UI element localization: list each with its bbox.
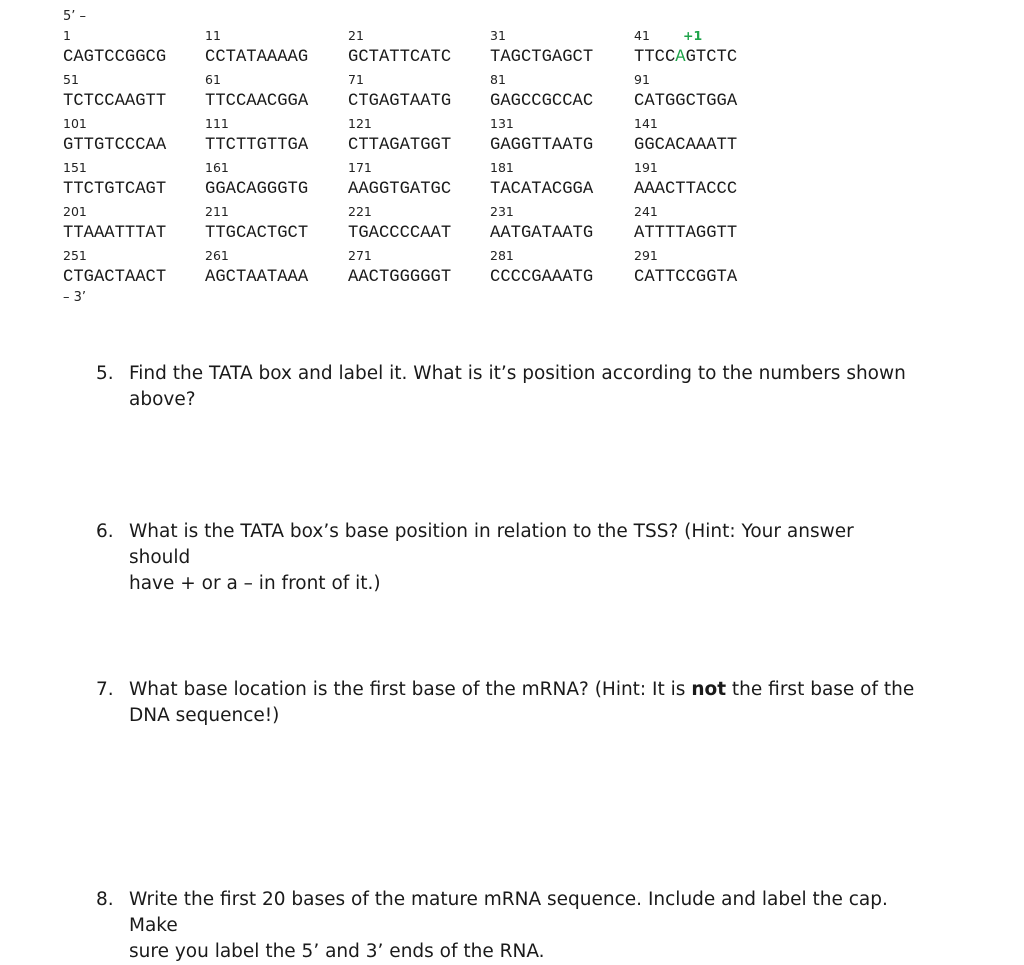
position-number: 101	[63, 116, 87, 131]
question-line-part: What base location is the first base of the mRNA? (Hint: It is	[129, 679, 692, 700]
tss-marker: +1	[683, 28, 703, 43]
position-number: 171	[348, 160, 372, 175]
position-number: 241	[634, 204, 658, 219]
sequence-chunk: AGCTAATAAA	[205, 268, 309, 287]
question-line: What is the TATA box’s base position in relation to the TSS? (Hint: Your answer should	[129, 521, 854, 568]
sequence-chunk: TGACCCCAAT	[348, 224, 452, 243]
question-6	[96, 519, 916, 597]
sequence-chunk: CATTCCGGTA	[634, 268, 738, 287]
position-number: 61	[205, 72, 221, 87]
sequence-chunk: GGACAGGGTG	[205, 180, 309, 199]
question-number: 7.	[96, 679, 114, 700]
sequence-chunk: TTCTTGTTGA	[205, 136, 309, 155]
sequence-chunk: GCTATTCATC	[348, 48, 452, 67]
chunk-after-tss: GTCTC	[685, 48, 738, 67]
question-text	[129, 361, 916, 413]
question-5	[96, 361, 916, 413]
question-line: sure you label the 5’ and 3’ ends of the RNA.	[129, 941, 545, 962]
question-line: have + or a – in front of it.)	[129, 573, 381, 594]
sequence-chunk: TTGCACTGCT	[205, 224, 309, 243]
sequence-chunk: TCTCCAAGTT	[63, 92, 167, 111]
position-number: 11	[205, 28, 221, 43]
position-number: 31	[490, 28, 506, 43]
position-number: 281	[490, 248, 514, 263]
five-prime-label: 5’ –	[63, 9, 87, 24]
sequence-chunk: GTTGTCCCAA	[63, 136, 167, 155]
position-number: 151	[63, 160, 87, 175]
position-number: 71	[348, 72, 364, 87]
sequence-chunk: CAGTCCGGCG	[63, 48, 167, 67]
question-line: Find the TATA box and label it. What is it’s position according to the numbers shown	[129, 363, 906, 384]
question-number: 8.	[96, 889, 114, 910]
sequence-chunk: GAGCCGCCAC	[490, 92, 594, 111]
question-line: Write the first 20 bases of the mature mRNA sequence. Include and label the cap. Make	[129, 889, 888, 936]
sequence-chunk-with-tss	[634, 43, 737, 72]
position-number: 191	[634, 160, 658, 175]
position-number: 21	[348, 28, 364, 43]
position-number: 1	[63, 28, 71, 43]
sequence-chunk: GAGGTTAATG	[490, 136, 594, 155]
sequence-chunk: CTTAGATGGT	[348, 136, 452, 155]
position-number: 231	[490, 204, 514, 219]
question-number: 5.	[96, 363, 114, 384]
question-text	[129, 887, 916, 965]
sequence-chunk: CCCCGAAATG	[490, 268, 594, 287]
tss-base: A	[675, 48, 686, 67]
position-number: 261	[205, 248, 229, 263]
sequence-chunk: TTCCAACGGA	[205, 92, 309, 111]
sequence-chunk: CCTATAAAAG	[205, 48, 309, 67]
three-prime-label: – 3’	[63, 290, 87, 305]
position-number: 251	[63, 248, 87, 263]
sequence-chunk: CATGGCTGGA	[634, 92, 738, 111]
position-number: 221	[348, 204, 372, 219]
sequence-chunk: AACTGGGGGT	[348, 268, 452, 287]
position-number: 291	[634, 248, 658, 263]
question-line: DNA sequence!)	[129, 705, 280, 726]
question-text	[129, 519, 916, 597]
sequence-chunk: CTGACTAACT	[63, 268, 167, 287]
position-number: 211	[205, 204, 229, 219]
question-line: above?	[129, 389, 196, 410]
sequence-chunk: CTGAGTAATG	[348, 92, 452, 111]
sequence-chunk: TAGCTGAGCT	[490, 48, 594, 67]
position-number: 201	[63, 204, 87, 219]
position-number: 111	[205, 116, 229, 131]
sequence-chunk: AAGGTGATGC	[348, 180, 452, 199]
sequence-chunk: GGCACAAATT	[634, 136, 738, 155]
position-number: 41	[634, 28, 650, 43]
position-number: 91	[634, 72, 650, 87]
position-number: 141	[634, 116, 658, 131]
question-line-part: the first base of the	[726, 679, 915, 700]
position-number: 121	[348, 116, 372, 131]
sequence-chunk: ATTTTAGGTT	[634, 224, 738, 243]
position-number: 81	[490, 72, 506, 87]
sequence-chunk: TTAAATTTAT	[63, 224, 167, 243]
question-8	[96, 887, 916, 965]
question-7	[96, 677, 916, 729]
chunk-before-tss: TTCC	[634, 48, 676, 67]
sequence-chunk: AAACTTACCC	[634, 180, 738, 199]
sequence-chunk: AATGATAATG	[490, 224, 594, 243]
position-number: 161	[205, 160, 229, 175]
sequence-chunk: TTCTGTCAGT	[63, 180, 167, 199]
question-text	[129, 677, 916, 729]
question-number: 6.	[96, 521, 114, 542]
sequence-chunk: TACATACGGA	[490, 180, 594, 199]
emphasis-not: not	[691, 679, 727, 700]
position-number: 181	[490, 160, 514, 175]
position-number: 131	[490, 116, 514, 131]
question-line	[129, 677, 916, 703]
position-number: 271	[348, 248, 372, 263]
position-number: 51	[63, 72, 79, 87]
